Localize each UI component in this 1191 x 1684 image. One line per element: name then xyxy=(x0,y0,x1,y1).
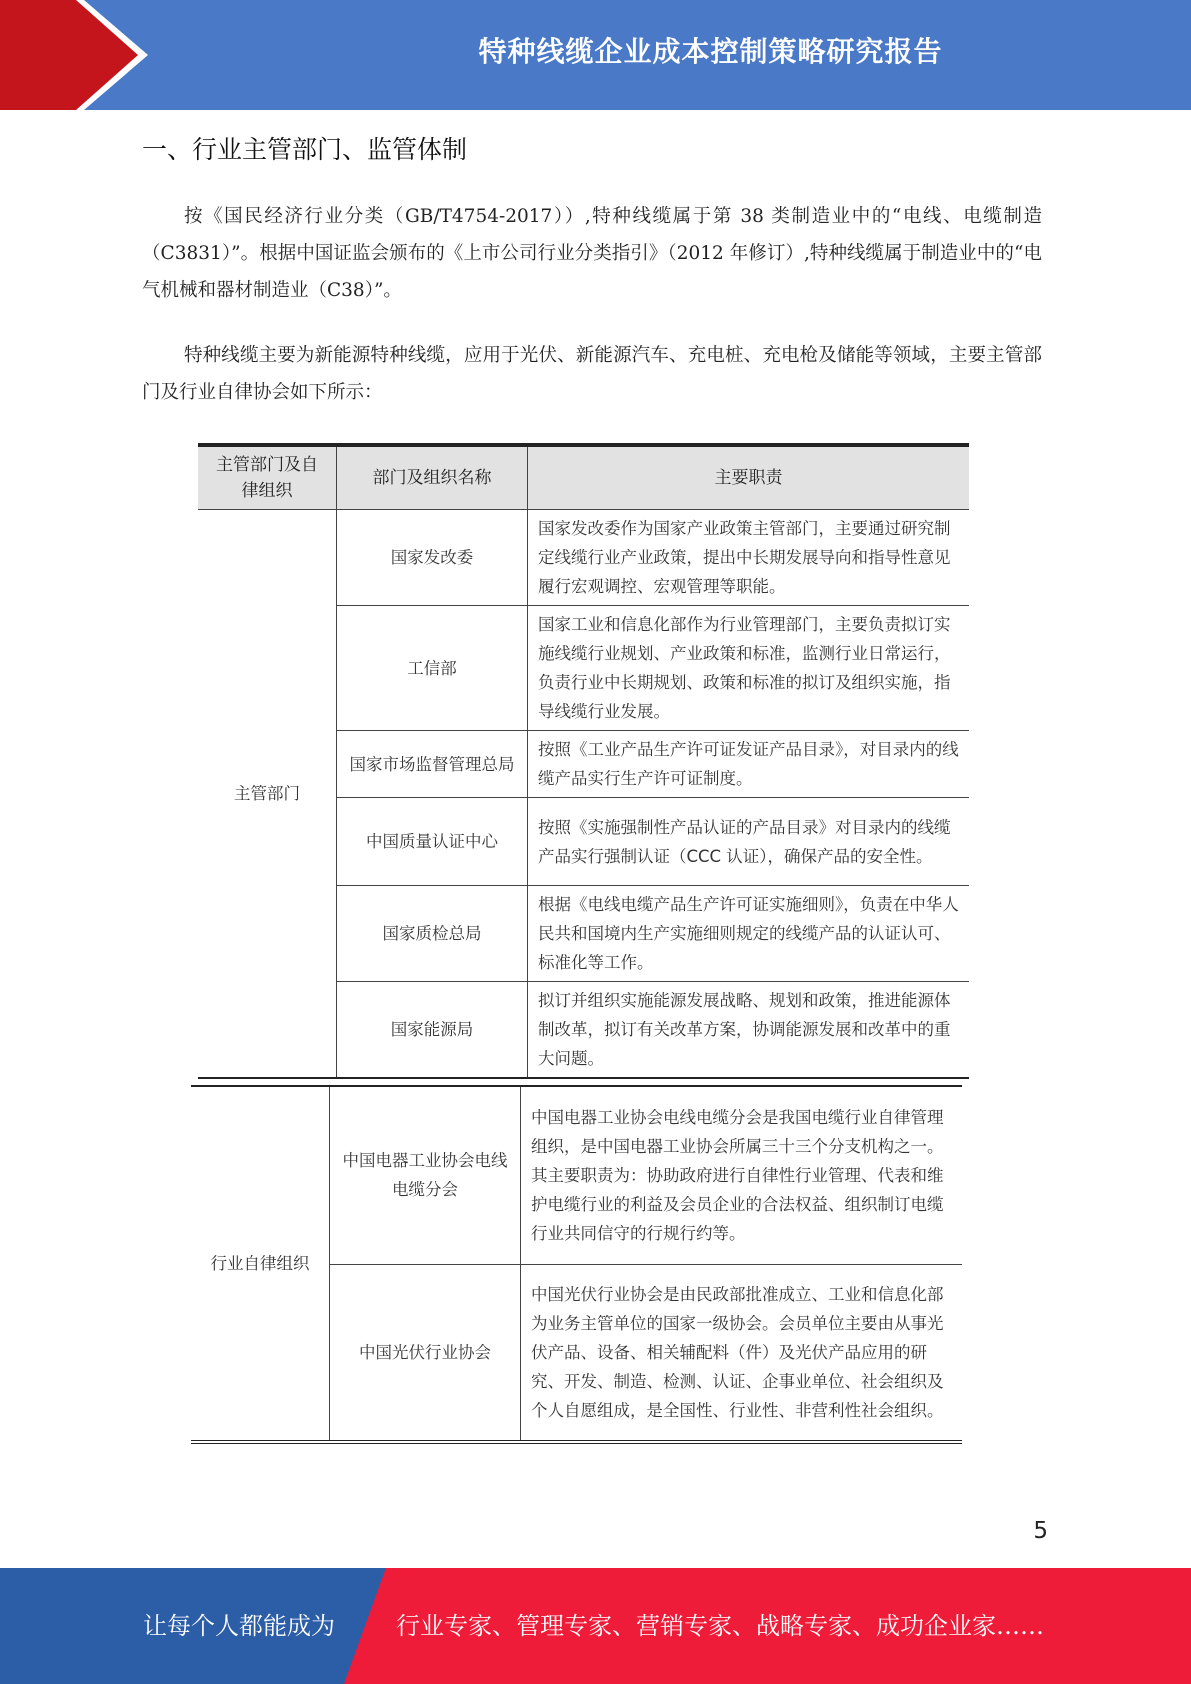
associations-table xyxy=(191,1085,962,1444)
duty-cell: 拟订并组织实施能源发展战略、规划和政策，推进能源体制改革，拟订有关改革方案，协调能源发展和改革中的重大问题。 xyxy=(528,982,970,1079)
table-row xyxy=(198,510,969,606)
org-name-cell: 中国质量认证中心 xyxy=(337,798,528,886)
org-name-cell: 工信部 xyxy=(337,606,528,731)
footer-band xyxy=(0,1568,1191,1684)
org-name-cell: 中国光伏行业协会 xyxy=(330,1264,521,1442)
org-name-cell: 国家能源局 xyxy=(337,982,528,1079)
paragraph-intro: 特种线缆主要为新能源特种线缆，应用于光伏、新能源汽车、充电桩、充电枪及储能等领域，主要主管部门及行业自律协会如下所示： xyxy=(142,345,1042,403)
column-header-category: 主管部门及自律组织 xyxy=(198,445,337,510)
paragraph-classification: 按《国民经济行业分类（GB/T4754-2017））,特种线缆属于第 38 类制造业中的“电线、电缆制造（C3831）”。根据中国证监会颁布的《上市公司行业分类指引》（2012 年修订）,特种线缆属于制造业中的“电气机械和器材制造业（C38）”。 xyxy=(142,206,1042,301)
column-header-name: 部门及组织名称 xyxy=(337,445,528,510)
category-cell: 行业自律组织 xyxy=(191,1086,330,1442)
table-row xyxy=(191,1086,962,1264)
duty-cell: 根据《电线电缆产品生产许可证实施细则》，负责在中华人民共和国境内生产实施细则规定的线缆产品的认证认可、标准化等工作。 xyxy=(528,886,970,982)
org-name-cell: 中国电器工业协会电线电缆分会 xyxy=(330,1086,521,1264)
page-number: 5 xyxy=(1033,1518,1048,1544)
org-name-cell: 国家发改委 xyxy=(337,510,528,606)
header-arrow-decoration xyxy=(0,0,160,110)
regulators-table xyxy=(198,443,969,1079)
header-band xyxy=(0,0,1191,110)
duty-cell: 中国光伏行业协会是由民政部批准成立、工业和信息化部为业务主管单位的国家一级协会。会员单位主要由从事光伏产品、设备、相关辅配料（件）及光伏产品应用的研究、开发、制造、检测、认证、企事业单位、社会组织及个人自愿组成，是全国性、行业性、非营利性社会组织。 xyxy=(521,1264,963,1442)
duty-cell: 国家工业和信息化部作为行业管理部门，主要负责拟订实施线缆行业规划、产业政策和标准，监测行业日常运行，负责行业中长期规划、政策和标准的拟订及组织实施，指导线缆行业发展。 xyxy=(528,606,970,731)
org-name-cell: 国家质检总局 xyxy=(337,886,528,982)
footer-slogan-left: 让每个人都能成为 xyxy=(143,1612,335,1640)
duty-cell: 国家发改委作为国家产业政策主管部门，主要通过研究制定线缆行业产业政策，提出中长期发展导向和指导性意见履行宏观调控、宏观管理等职能。 xyxy=(528,510,970,606)
column-header-duty: 主要职责 xyxy=(528,445,970,510)
duty-cell: 按照《实施强制性产品认证的产品目录》对目录内的线缆产品实行强制认证（CCC 认证），确保产品的安全性。 xyxy=(528,798,970,886)
table-header-row xyxy=(198,445,969,510)
footer-slogan-right: 行业专家、管理专家、营销专家、战略专家、成功企业家…… xyxy=(396,1612,1044,1640)
report-title: 特种线缆企业成本控制策略研究报告 xyxy=(478,35,943,68)
duty-cell: 中国电器工业协会电线电缆分会是我国电缆行业自律管理组织，是中国电器工业协会所属三十三个分支机构之一。其主要职责为：协助政府进行自律性行业管理、代表和维护电缆行业的利益及会员企业的合法权益、组织制订电缆行业共同信守的行规行约等。 xyxy=(521,1086,963,1264)
section-heading: 一、行业主管部门、监管体制 xyxy=(142,135,468,164)
category-cell: 主管部门 xyxy=(198,510,337,1079)
duty-cell: 按照《工业产品生产许可证发证产品目录》，对目录内的线缆产品实行生产许可证制度。 xyxy=(528,731,970,798)
org-name-cell: 国家市场监督管理总局 xyxy=(337,731,528,798)
